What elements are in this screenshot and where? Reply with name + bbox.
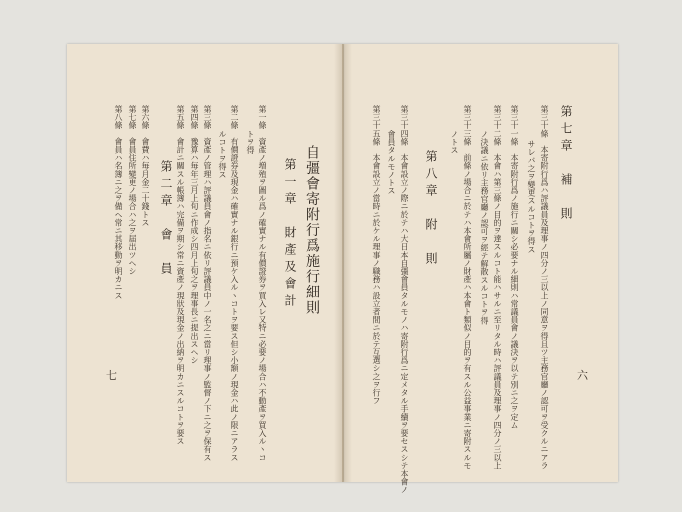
chapter-2-heading: 第二章 會 員 bbox=[159, 160, 173, 279]
article-31-line-1: 第三十一條 本寄附行爲ノ施行ニ關シ必要ナル細則ハ常議員會ノ議決ヲ以テ別ニ之ヲ定ム bbox=[510, 105, 519, 429]
article-6-line-1: 第六條 會費ハ毎月金二十錢トス bbox=[141, 105, 150, 227]
article-30-line-2: サレバ之ヲ變更スルコトヲ得ス bbox=[527, 140, 536, 254]
chapter-8-heading: 第八章 附 則 bbox=[424, 150, 438, 269]
article-1-line-1: 第一條 資產ノ増殖ヲ圖ル爲ノ確實ナル有價證券ヲ買入レ又特ニ必要ノ場合ハ不動產ヲ買入ルヽコ bbox=[258, 105, 267, 462]
chapter-7-heading: 第七章 補 則 bbox=[559, 105, 573, 224]
article-33-line-2: ノトス bbox=[450, 130, 459, 155]
chapter-1-heading: 第一章 財產及會計 bbox=[283, 158, 297, 311]
article-32-line-1: 第三十二條 本會ハ第三條ノ目的ヲ達スルコト能ハサルニ至リタル時ハ評議員及理事ノ四分ノ三以上 bbox=[493, 105, 502, 470]
article-32-line-2: ノ決議ニ依リ主務官廳ノ認可ヲ經テ解散スルコトヲ得 bbox=[480, 130, 489, 325]
article-30-line-1: 第三十條 本寄附行爲ハ評議員及理事ノ四分ノ三以上ノ同意ヲ得且ツ主務官廳ノ認可ヲ受クルニアラ bbox=[540, 105, 549, 470]
article-3-line-1: 第三條 資產ノ管理ハ評議員會ノ指名ニ依リ評議員中ノ一名之ニ當リ理事ノ監督ノ下ニ之ヲ保有ス bbox=[203, 105, 212, 462]
article-34-line-1: 第三十四條 本會設立ノ際ニ於テハ大日本自彊會員タルモノハ寄附行爲ニ定メタル手續ヲ要セスシテ本會ノ bbox=[400, 105, 409, 494]
article-2-line-2: ルコトヲ得ス bbox=[218, 130, 227, 179]
article-1-line-2: トヲ得 bbox=[246, 130, 255, 155]
article-34-line-2: 會員タルモノトス bbox=[387, 130, 396, 195]
page-number-right: 六 bbox=[577, 369, 588, 382]
article-2-line-1: 第二條 有價證券及現金ハ確實ナル銀行ニ預ケ入ルヽコトヲ要ス但シ小額ノ現金ハ此ノ限ニアラス bbox=[230, 105, 239, 462]
book-gutter bbox=[334, 44, 352, 482]
article-5-line-1: 第五條 會計ニ關スル帳簿ハ完備ヲ期シ常ニ資產ノ現狀及現金ノ出納ヲ明カニスルコトヲ要ス bbox=[176, 105, 185, 446]
article-35-line-1: 第三十五條 本會設立ノ當時ニ於ケル理事ノ職務ハ設立者間ニ於テ互選シ之ヲ行フ bbox=[372, 105, 381, 405]
page-number-left: 七 bbox=[106, 369, 117, 382]
article-4-line-1: 第四條 豫算ハ毎年三月上旬ニ作成シ四月上旬之ヲ理事長ニ提出スヘシ bbox=[190, 105, 199, 365]
article-7-line-1: 第七條 會員住所變更ノ場合ハ之ヲ届出ツヘシ bbox=[128, 105, 137, 276]
article-8-line-1: 第八條 會員ハ名簿ニ之ヲ備ヘ常ニ其移動ヲ明カニス bbox=[114, 105, 123, 300]
document-title: 自彊會寄附行爲施行細則 bbox=[304, 145, 320, 316]
article-33-line-1: 第三十三條 前條ノ場合ニ於テハ本會所屬ノ財產ハ本會ト類似ノ目的ヲ有スル公益事業ニ寄附スルモ bbox=[463, 105, 472, 470]
